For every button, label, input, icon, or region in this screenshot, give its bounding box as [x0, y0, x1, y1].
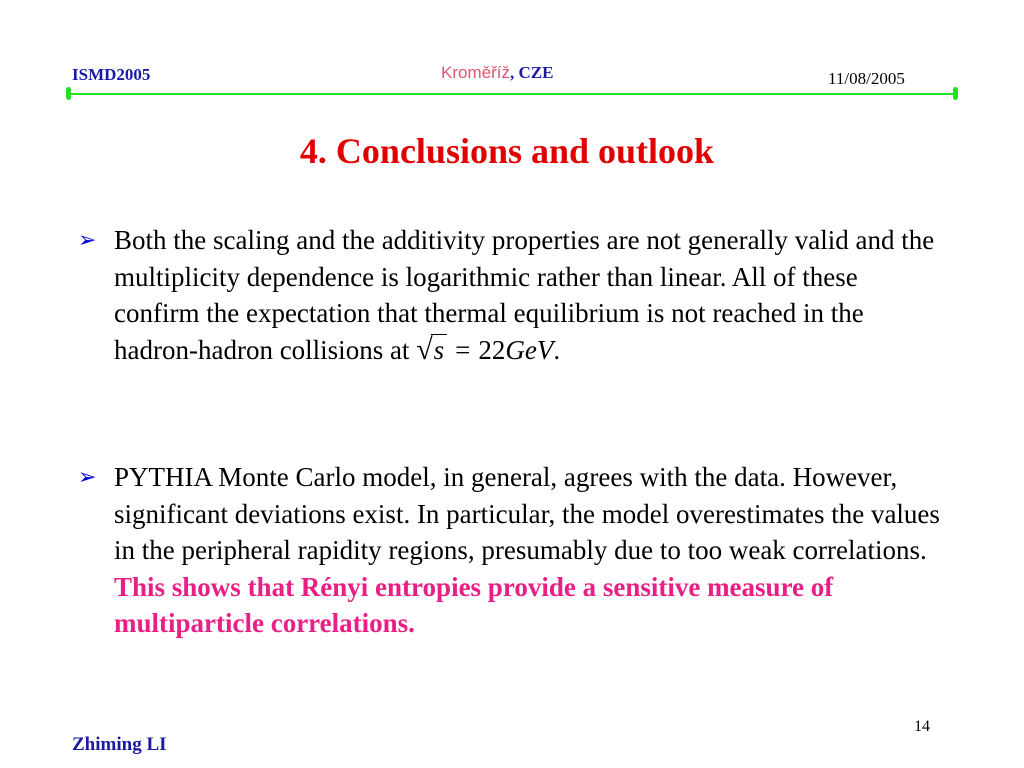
- bullet-text-1: [114, 222, 948, 368]
- formula-radicand: s: [431, 334, 448, 365]
- location-country: , CZE: [509, 63, 554, 82]
- header-divider: [69, 93, 956, 95]
- bullet-item-1: [78, 222, 948, 368]
- slide-title: 4. Conclusions and outlook: [299, 131, 715, 171]
- header-date: 11/08/2005: [828, 69, 905, 88]
- location: [441, 62, 553, 83]
- energy-formula: [416, 332, 554, 366]
- location-city: Kroměříž: [441, 63, 510, 82]
- formula-equals: =: [455, 334, 471, 365]
- formula-value: 22: [478, 334, 506, 365]
- formula-unit: GeV: [505, 334, 554, 365]
- bullet-2-body: PYTHIA Monte Carlo model, in general, agrees with the data. However, significant deviations exist. In particular, the model overestimates the values in the peripheral rapidity regions, presumably due to too weak correlations.: [114, 462, 940, 565]
- bullet-arrow-icon: ➢: [78, 227, 97, 252]
- author-name: Zhiming LI: [72, 734, 167, 755]
- bullet-arrow-icon: ➢: [78, 464, 97, 489]
- rule-right-end: [953, 87, 958, 100]
- page-number: 14: [914, 718, 930, 735]
- bullet-1-end: .: [553, 334, 561, 365]
- bullet-text-2: [114, 459, 948, 642]
- bullet-1-body: Both the scaling and the additivity properties are not generally valid and the multiplicity dependence is logarithmic rather than linear. All of these confirm the expectation that thermal equilibrium is not reached in the hadron-hadron collisions at: [114, 225, 935, 365]
- bullet-item-2: [78, 459, 948, 642]
- sqrt-symbol: √: [416, 332, 433, 366]
- conference-name: ISMD2005: [72, 65, 151, 84]
- bullet-2-emphasis: This shows that Rényi entropies provide a sensitive measure of multiparticle correlations.: [114, 571, 834, 638]
